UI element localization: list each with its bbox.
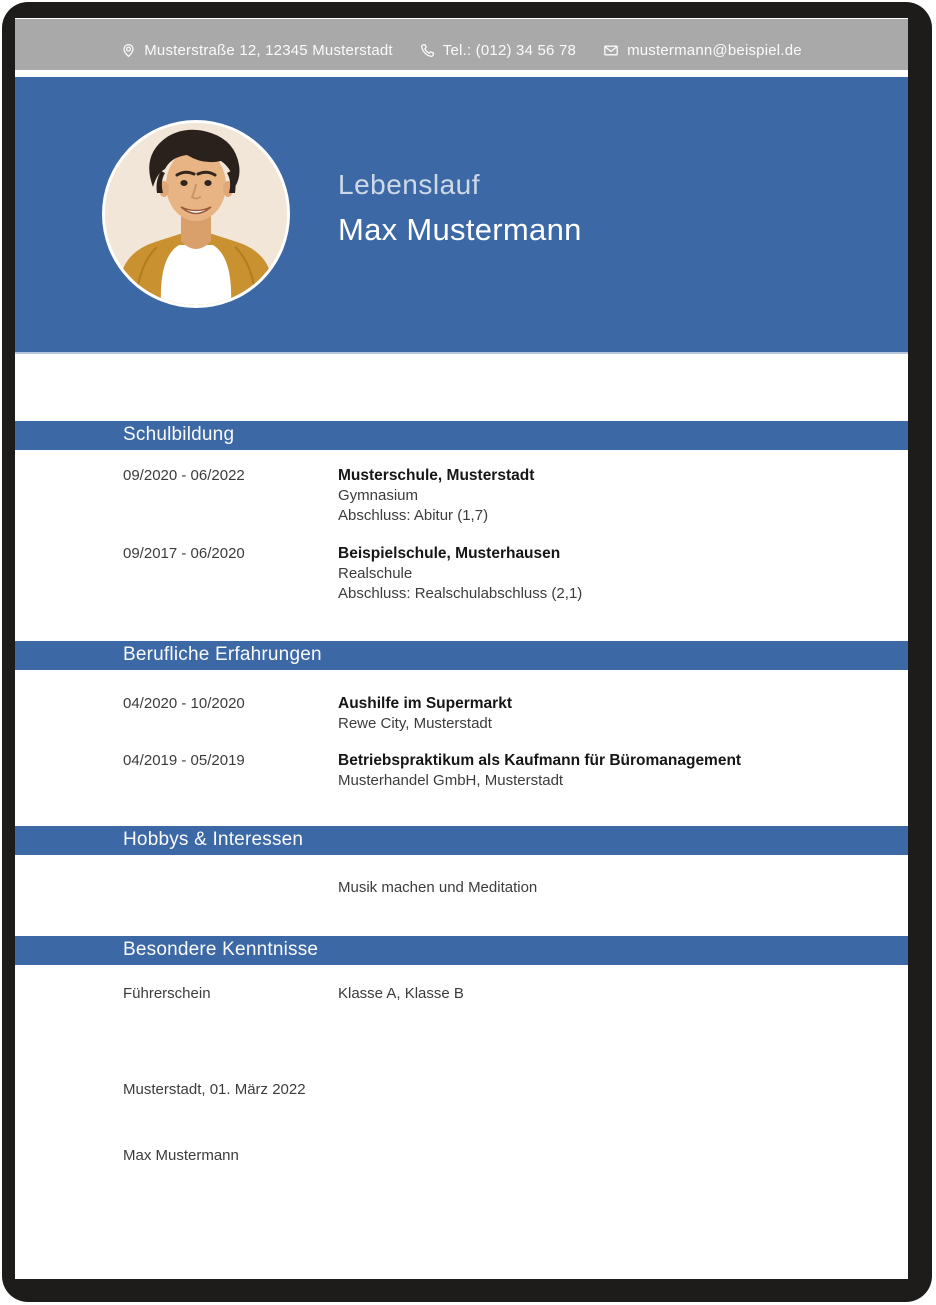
entry-detail	[338, 694, 883, 734]
hobbies-text: Musik machen und Meditation	[338, 879, 538, 896]
entry-title: Beispielschule, Musterhausen	[338, 545, 561, 562]
entry-line: Musterhandel GmbH, Musterstadt	[338, 772, 564, 789]
portrait-illustration	[105, 123, 287, 305]
phone-icon	[420, 43, 435, 58]
signature-place-date: Musterstadt, 01. März 2022	[123, 1081, 306, 1098]
contact-email-text: mustermann@beispiel.de	[627, 42, 802, 59]
cv-document-page	[15, 18, 908, 1279]
entry-line: Realschule	[338, 565, 413, 582]
skill-label: Führerschein	[123, 985, 211, 1002]
contact-phone	[420, 42, 576, 59]
entry-detail	[338, 751, 883, 791]
person-name: Max Mustermann	[338, 212, 582, 247]
section-header-education: Schulbildung	[15, 421, 908, 450]
entry-line: Abschluss: Abitur (1,7)	[338, 506, 489, 524]
entry-title: Aushilfe im Supermarkt	[338, 695, 512, 712]
contact-phone-text: Tel.: (012) 34 56 78	[442, 42, 577, 59]
contact-bar	[15, 19, 908, 70]
location-pin-icon	[121, 43, 136, 58]
entry-period: 09/2017 - 06/2020	[123, 545, 245, 562]
entry-line: Abschluss: Realschulabschluss (2,1)	[338, 584, 583, 602]
contact-address	[121, 42, 393, 59]
signature-name: Max Mustermann	[123, 1147, 239, 1164]
section-header-experience: Berufliche Erfahrungen	[15, 641, 908, 670]
hero-text-block	[338, 168, 582, 249]
profile-photo	[102, 120, 290, 308]
section-header-skills: Besondere Kenntnisse	[15, 936, 908, 965]
document-pretitle: Lebenslauf	[338, 169, 481, 200]
entry-title: Musterschule, Musterstadt	[338, 467, 535, 484]
entry-period: 04/2020 - 10/2020	[123, 695, 245, 712]
entry-title: Betriebspraktikum als Kaufmann für Büromanagement	[338, 752, 742, 769]
entry-period: 09/2020 - 06/2022	[123, 467, 245, 484]
envelope-icon	[603, 43, 619, 58]
section-header-hobbies: Hobbys & Interessen	[15, 826, 908, 855]
entry-detail	[338, 544, 883, 603]
contact-email	[603, 42, 802, 59]
contact-address-text: Musterstraße 12, 12345 Musterstadt	[144, 42, 393, 59]
entry-detail	[338, 466, 883, 525]
entry-line: Rewe City, Musterstadt	[338, 715, 492, 732]
skill-value: Klasse A, Klasse B	[338, 985, 464, 1002]
entry-period: 04/2019 - 05/2019	[123, 752, 245, 769]
entry-line: Gymnasium	[338, 487, 419, 504]
